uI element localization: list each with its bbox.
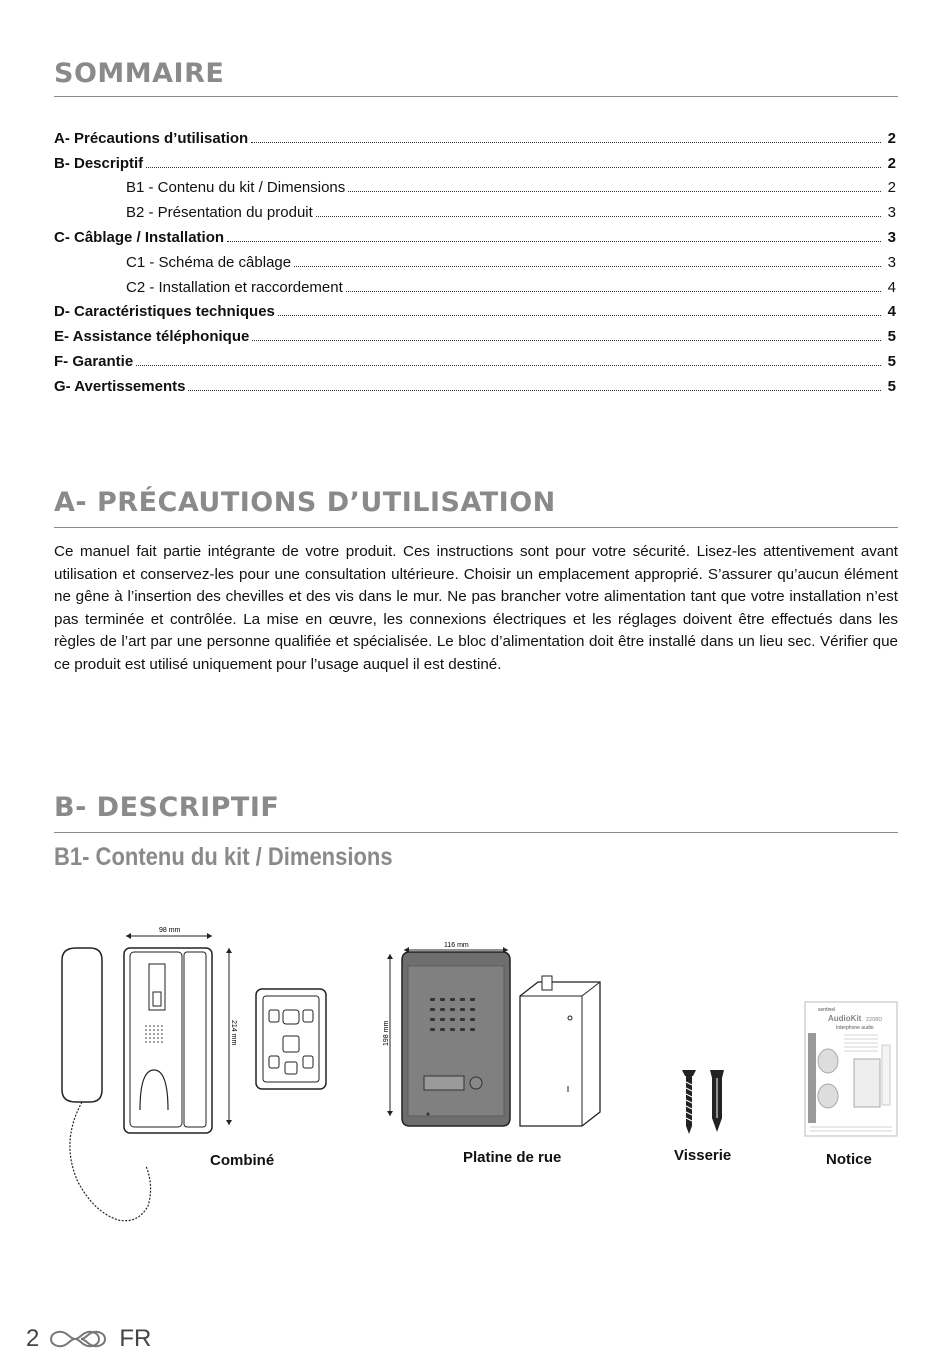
toc-entry-label: E- Assistance téléphonique xyxy=(54,328,250,346)
toc-entry-label: C1 - Schéma de câblage xyxy=(126,253,292,271)
section-a-title: A- PRÉCAUTIONS D’UTILISATION xyxy=(54,487,556,518)
notice-booklet-illustration xyxy=(804,1001,898,1137)
toc-leader-dots xyxy=(227,241,881,242)
sommaire-rule xyxy=(54,96,898,97)
section-b1-subtitle: B1- Contenu du kit / Dimensions xyxy=(54,843,393,871)
wall-plate-illustration xyxy=(253,986,329,1092)
page-number: 2 xyxy=(26,1325,40,1352)
language-code: FR xyxy=(119,1325,152,1352)
toc-entry-label: F- Garantie xyxy=(54,352,134,370)
platine-caption: Platine de rue xyxy=(463,1149,562,1166)
toc-entry-page: 5 xyxy=(887,328,896,346)
table-of-contents xyxy=(54,122,896,395)
toc-entry-page: 2 xyxy=(887,179,896,197)
toc-entry xyxy=(54,320,896,345)
toc-entry-page: 2 xyxy=(887,129,896,147)
toc-entry xyxy=(54,246,896,271)
section-b-rule xyxy=(54,832,898,833)
section-b-title: B- DESCRIPTIF xyxy=(54,792,280,823)
toc-leader-dots xyxy=(346,291,881,292)
notice-caption: Notice xyxy=(826,1151,872,1168)
platine-height-label: 198 mm xyxy=(383,1020,390,1046)
toc-entry xyxy=(54,345,896,370)
toc-leader-dots xyxy=(348,191,881,192)
toc-entry xyxy=(54,296,896,321)
combine-width-label: 98 mm xyxy=(159,927,181,934)
toc-entry xyxy=(54,221,896,246)
notice-model-label: 2208D xyxy=(866,1017,883,1023)
toc-entry xyxy=(54,271,896,296)
toc-leader-dots xyxy=(146,167,881,168)
toc-entry-label: C2 - Installation et raccordement xyxy=(126,278,343,296)
notice-brand-label: sentinel xyxy=(818,1007,836,1013)
toc-entry-label: B- Descriptif xyxy=(54,154,144,172)
toc-entry xyxy=(54,196,896,221)
toc-entry xyxy=(54,370,896,395)
toc-entry-page: 4 xyxy=(887,303,896,321)
toc-entry xyxy=(54,172,896,197)
toc-leader-dots xyxy=(136,365,881,366)
toc-leader-dots xyxy=(252,340,881,341)
toc-entry-page: 3 xyxy=(887,253,896,271)
toc-entry-label: D- Caractéristiques techniques xyxy=(54,303,275,321)
visserie-caption: Visserie xyxy=(674,1147,732,1164)
toc-entry-page: 5 xyxy=(887,352,896,370)
screws-illustration xyxy=(672,1066,732,1136)
toc-entry-label: G- Avertissements xyxy=(54,377,186,395)
toc-entry xyxy=(54,147,896,172)
infinity-logo-icon xyxy=(47,1327,111,1351)
notice-type-label: Interphone audio xyxy=(836,1025,874,1031)
toc-entry-page: 3 xyxy=(887,204,896,222)
page-footer xyxy=(26,1322,151,1356)
toc-leader-dots xyxy=(188,390,881,391)
section-a-rule xyxy=(54,527,898,528)
combine-caption: Combiné xyxy=(210,1152,275,1169)
toc-leader-dots xyxy=(316,216,881,217)
combine-height-label: 214 mm xyxy=(230,1020,237,1046)
toc-leader-dots xyxy=(294,266,881,267)
precautions-paragraph: Ce manuel fait partie intégrante de votre produit. Ces instructions sont pour votre sécurité. Lisez-les attentivement avant utilisation et conservez-les pour une consultation ultérieure. Choisir un emplacement approprié. S’assurer qu’aucun élément ne gêne à l’insertion des chevilles et des vis dans le mur. Ne pas brancher votre alimentation tant que votre installation n’est pas terminée et contrôlée. La mise en œuvre, les connexions électriques et les réglages doivent être effectués dans les règles de l’art par une personne qualifiée et spécialisée. Le bloc d’alimentation doit être installé dans un lieu sec. Vérifier que ce produit est utilisé uniquement pour l’usage auquel il est destiné. xyxy=(54,543,898,673)
notice-product-label: AudioKit xyxy=(828,1014,862,1023)
toc-entry-page: 2 xyxy=(887,154,896,172)
toc-leader-dots xyxy=(251,142,881,143)
toc-entry-page: 3 xyxy=(887,228,896,246)
toc-entry-label: A- Précautions d’utilisation xyxy=(54,129,249,147)
toc-leader-dots xyxy=(278,315,881,316)
platine-width-label: 116 mm xyxy=(444,942,469,949)
sommaire-title: SOMMAIRE xyxy=(54,58,225,89)
toc-entry-page: 4 xyxy=(887,278,896,296)
toc-entry-label: B1 - Contenu du kit / Dimensions xyxy=(126,179,346,197)
toc-entry-page: 5 xyxy=(887,377,896,395)
toc-entry-label: C- Câblage / Installation xyxy=(54,228,225,246)
combine-handset-illustration xyxy=(54,920,244,1240)
door-panel-illustration xyxy=(380,936,612,1136)
toc-entry-label: B2 - Présentation du produit xyxy=(126,204,313,222)
toc-entry xyxy=(54,122,896,147)
